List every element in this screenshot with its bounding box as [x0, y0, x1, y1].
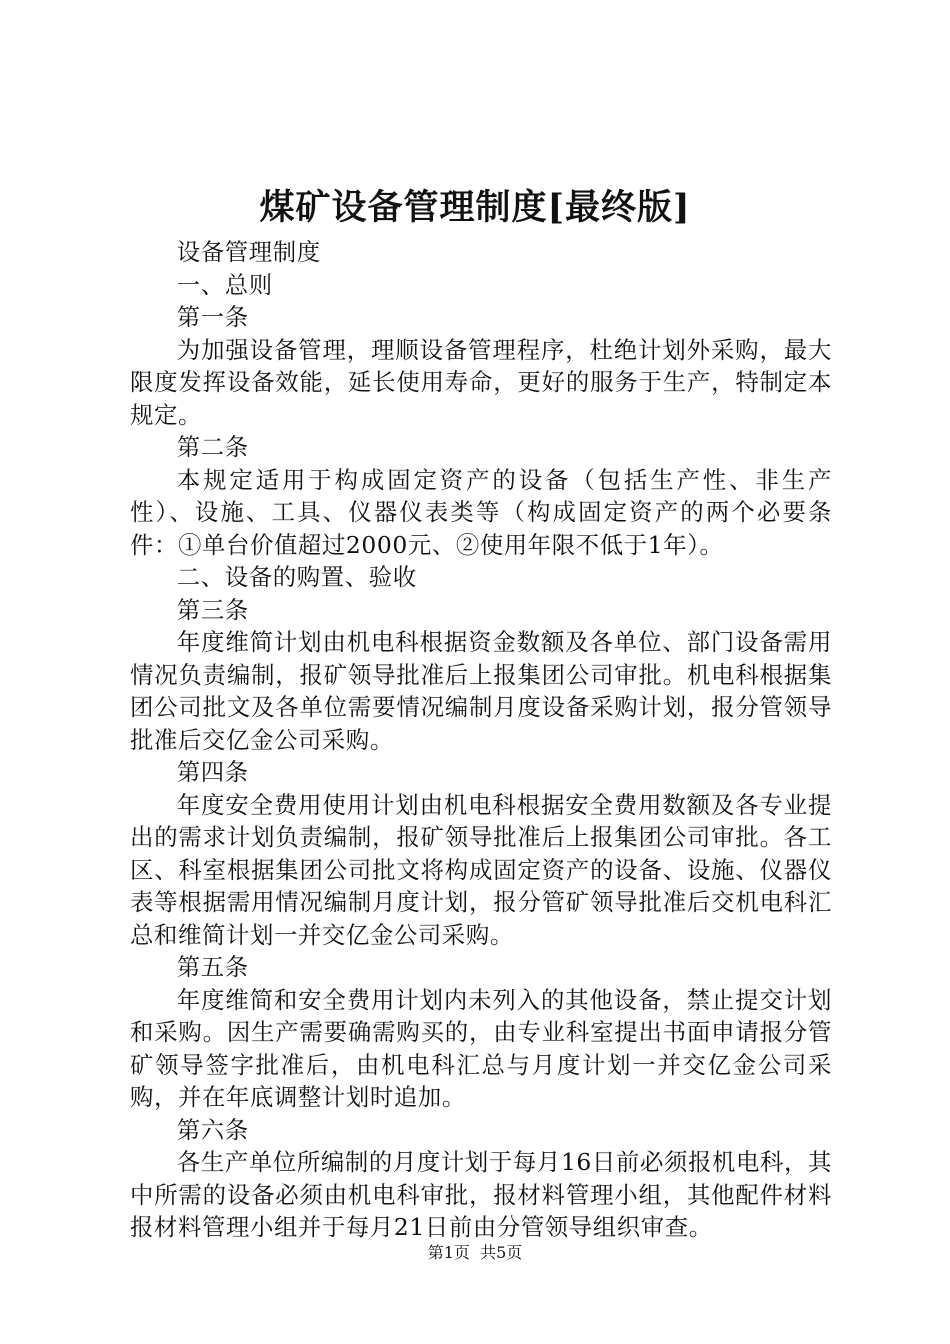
article-heading: 第三条 [176, 595, 249, 624]
article-paragraph: 年度维简计划由机电科根据资金数额及各单位、部门设备需用情况负责编制，报矿领导批准后上报集团公司审批。机电科根据集团公司批文及各单位需要情况编制月度设备采购计划，报分管领导批准后交亿金公司采购。 [130, 628, 832, 754]
page-footer [0, 1241, 950, 1265]
article-paragraph: 年度安全费用使用计划由机电科根据安全费用数额及各专业提出的需求计划负责编制，报矿领导批准后上报集团公司审批。各工区、科室根据集团公司批文将构成固定资产的设备、设施、仪器仪表等根据需用情况编制月度计划，报分管矿领导批准后交机电科汇总和维简计划一并交亿金公司采购。 [130, 790, 832, 949]
section-heading: 设备管理制度 [176, 238, 321, 266]
document-body [130, 236, 832, 1244]
article-heading: 第一条 [176, 303, 249, 331]
article-paragraph: 年度维简和安全费用计划内未列入的其他设备，禁止提交计划和采购。因生产需要确需购买的，由专业科室提出书面申请报分管矿领导签字批准后，由机电科汇总与月度计划一并交亿金公司采购，并在年底调整计划时追加。 [130, 985, 832, 1111]
article-heading: 第五条 [176, 953, 249, 981]
article-heading: 第二条 [176, 433, 249, 461]
article-paragraph: 各生产单位所编制的月度计划于每月16日前必须报机电科，其中所需的设备必须由机电科审批，报材料管理小组，其他配件材料报材料管理小组并于每月21日前由分管领导组织审查。 [130, 1148, 832, 1241]
chapter-heading: 一、总则 [176, 270, 273, 299]
article-heading: 第四条 [176, 758, 249, 786]
article-heading: 第六条 [176, 1115, 249, 1144]
document-title: 煤矿设备管理制度[最终版] [259, 187, 691, 228]
page-total: 共5页 [480, 1243, 523, 1262]
article-paragraph: 为加强设备管理，理顺设备管理程序，杜绝计划外采购，最大限度发挥设备效能，延长使用寿命，更好的服务于生产，特制定本规定。 [130, 335, 832, 429]
chapter-heading: 二、设备的购置、验收 [176, 563, 417, 591]
article-paragraph: 本规定适用于构成固定资产的设备（包括生产性、非生产性）、设施、工具、仪器仪表类等（构成固定资产的两个必要条件：①单台价值超过2000元、②使用年限不低于1年）。 [130, 465, 832, 559]
page-number: 第1页 [427, 1243, 470, 1262]
